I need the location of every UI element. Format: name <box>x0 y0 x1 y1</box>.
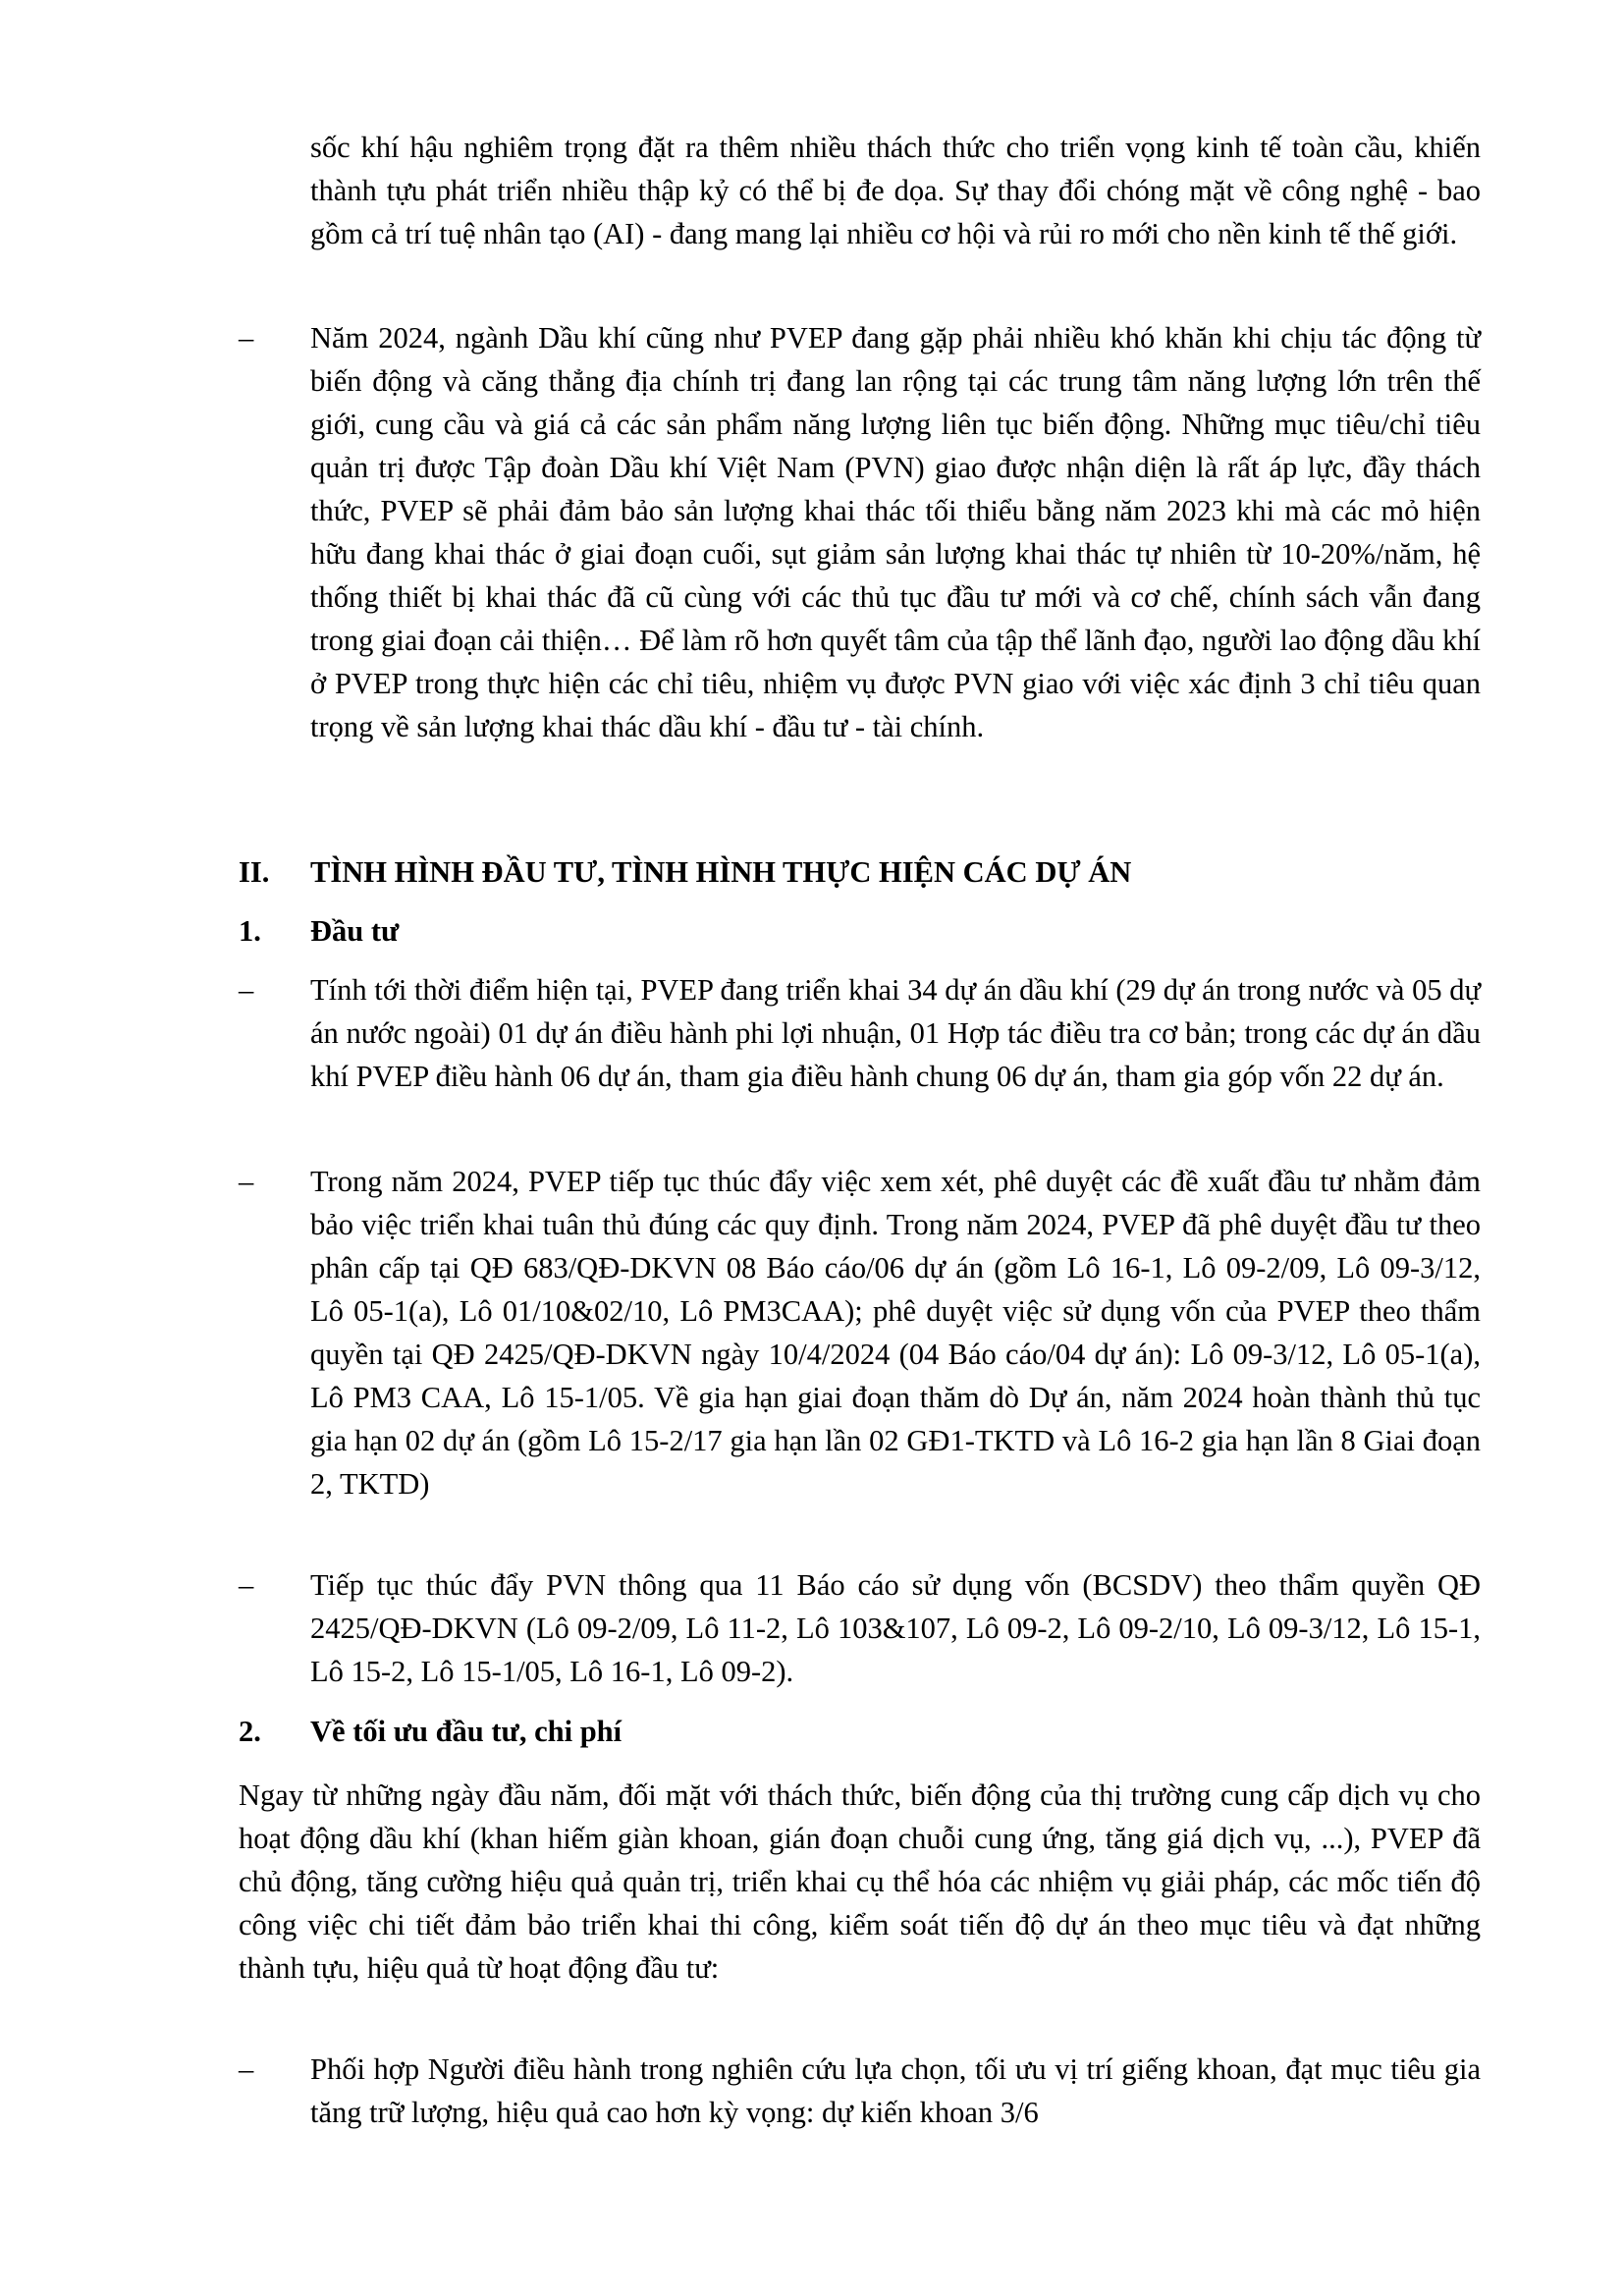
bullet-dash: – <box>239 2052 254 2086</box>
section-number: II. <box>239 855 270 889</box>
bullet-dash: – <box>239 1568 254 1602</box>
bullet-2024 <box>310 316 1481 748</box>
subsection-title: Đầu tư <box>310 914 400 948</box>
intro-paragraph <box>310 126 1481 255</box>
intro-text: sốc khí hậu nghiêm trọng đặt ra thêm nhiều thách thức cho triển vọng kinh tế toàn cầu, khiến thành tựu phát triển nhiều thập kỷ có thể bị đe dọa. Sự thay đổi chóng mặt về công nghệ - bao gồm cả trí tuệ nhân tạo (AI) - đang mang lại nhiều cơ hội và rủi ro mới cho nền kinh tế thế giới. <box>310 131 1481 250</box>
bullet-text: Năm 2024, ngành Dầu khí cũng như PVEP đang gặp phải nhiều khó khăn khi chịu tác động từ biến động và căng thẳng địa chính trị đang lan rộng tại các trung tâm năng lượng lớn trên thế giới, cung cầu và giá cả các sản phẩm năng lượng liên tục biến động. Những mục tiêu/chỉ tiêu quản trị được Tập đoàn Dầu khí Việt Nam (PVN) giao được nhận diện là rất áp lực, đầy thách thức, PVEP sẽ phải đảm bảo sản lượng khai thác tối thiểu bằng năm 2023 khi mà các mỏ hiện hữu đang khai thác ở giai đoạn cuối, sụt giảm sản lượng khai thác tự nhiên từ 10-20%/năm, hệ thống thiết bị khai thác đã cũ cùng với các thủ tục đầu tư mới và cơ chế, chính sách vẫn đang trong giai đoạn cải thiện… Để làm rõ hơn quyết tâm của tập thể lãnh đạo, người lao động dầu khí ở PVEP trong thực hiện các chỉ tiêu, nhiệm vụ được PVN giao với việc xác định 3 chỉ tiêu quan trọng về sản lượng khai thác dầu khí - đầu tư - tài chính. <box>310 321 1481 743</box>
bullet-text: Trong năm 2024, PVEP tiếp tục thúc đẩy việc xem xét, phê duyệt các đề xuất đầu tư nhằm đảm bảo việc triển khai tuân thủ đúng các quy định. Trong năm 2024, PVEP đã phê duyệt đầu tư theo phân cấp tại QĐ 683/QĐ-DKVN 08 Báo cáo/06 dự án (gồm Lô 16-1, Lô 09-2/09, Lô 09-3/12, Lô 05-1(a), Lô 01/10&02/10, Lô PM3CAA); phê duyệt việc sử dụng vốn của PVEP theo thẩm quyền tại QĐ 2425/QĐ-DKVN ngày 10/4/2024 (04 Báo cáo/04 dự án): Lô 09-3/12, Lô 05-1(a), Lô PM3 CAA, Lô 15-1/05. Về gia hạn giai đoạn thăm dò Dự án, năm 2024 hoàn thành thủ tục gia hạn 02 dự án (gồm Lô 15-2/17 gia hạn lần 02 GĐ1-TKTD và Lô 16-2 gia hạn lần 8 Giai đoạn 2, TKTD) <box>310 1165 1481 1501</box>
investment-bullet <box>310 1160 1481 1505</box>
bullet-text: Phối hợp Người điều hành trong nghiên cứu lựa chọn, tối ưu vị trí giếng khoan, đạt mục tiêu gia tăng trữ lượng, hiệu quả cao hơn kỳ vọng: dự kiến khoan 3/6 <box>310 2052 1481 2129</box>
bullet-text: Tính tới thời điểm hiện tại, PVEP đang triển khai 34 dự án dầu khí (29 dự án trong nước và 05 dự án nước ngoài) 01 dự án điều hành phi lợi nhuận, 01 Hợp tác điều tra cơ bản; trong các dự án dầu khí PVEP điều hành 06 dự án, tham gia điều hành chung 06 dự án, tham gia góp vốn 22 dự án. <box>310 973 1481 1093</box>
bullet-text: Tiếp tục thúc đẩy PVN thông qua 11 Báo cáo sử dụng vốn (BCSDV) theo thẩm quyền QĐ 2425/QĐ-DKVN (Lô 09-2/09, Lô 11-2, Lô 103&107, Lô 09-2, Lô 09-2/10, Lô 09-3/12, Lô 15-1, Lô 15-2, Lô 15-1/05, Lô 16-1, Lô 09-2). <box>310 1568 1481 1688</box>
bullet-dash: – <box>239 321 254 355</box>
bullet-dash: – <box>239 973 254 1007</box>
optimization-bullet <box>310 2048 1481 2134</box>
subsection-number: 2. <box>239 1715 261 1748</box>
section-title: TÌNH HÌNH ĐẦU TƯ, TÌNH HÌNH THỰC HIỆN CÁC DỰ ÁN <box>310 855 1132 889</box>
bullet-dash: – <box>239 1165 254 1198</box>
investment-bullet <box>310 968 1481 1098</box>
subsection-title: Về tối ưu đầu tư, chi phí <box>310 1715 623 1748</box>
investment-bullet <box>310 1563 1481 1693</box>
optimization-paragraph <box>239 1774 1481 1990</box>
paragraph-text: Ngay từ những ngày đầu năm, đối mặt với thách thức, biến động của thị trường cung cấp dịch vụ cho hoạt động dầu khí (khan hiếm giàn khoan, gián đoạn chuỗi cung ứng, tăng giá dịch vụ, ...), PVEP đã chủ động, tăng cường hiệu quả quản trị, triển khai cụ thể hóa các nhiệm vụ giải pháp, các mốc tiến độ công việc chi tiết đảm bảo triển khai thi công, kiểm soát tiến độ dự án theo mục tiêu và đạt những thành tựu, hiệu quả từ hoạt động đầu tư: <box>239 1778 1481 1985</box>
subsection-number: 1. <box>239 914 261 948</box>
